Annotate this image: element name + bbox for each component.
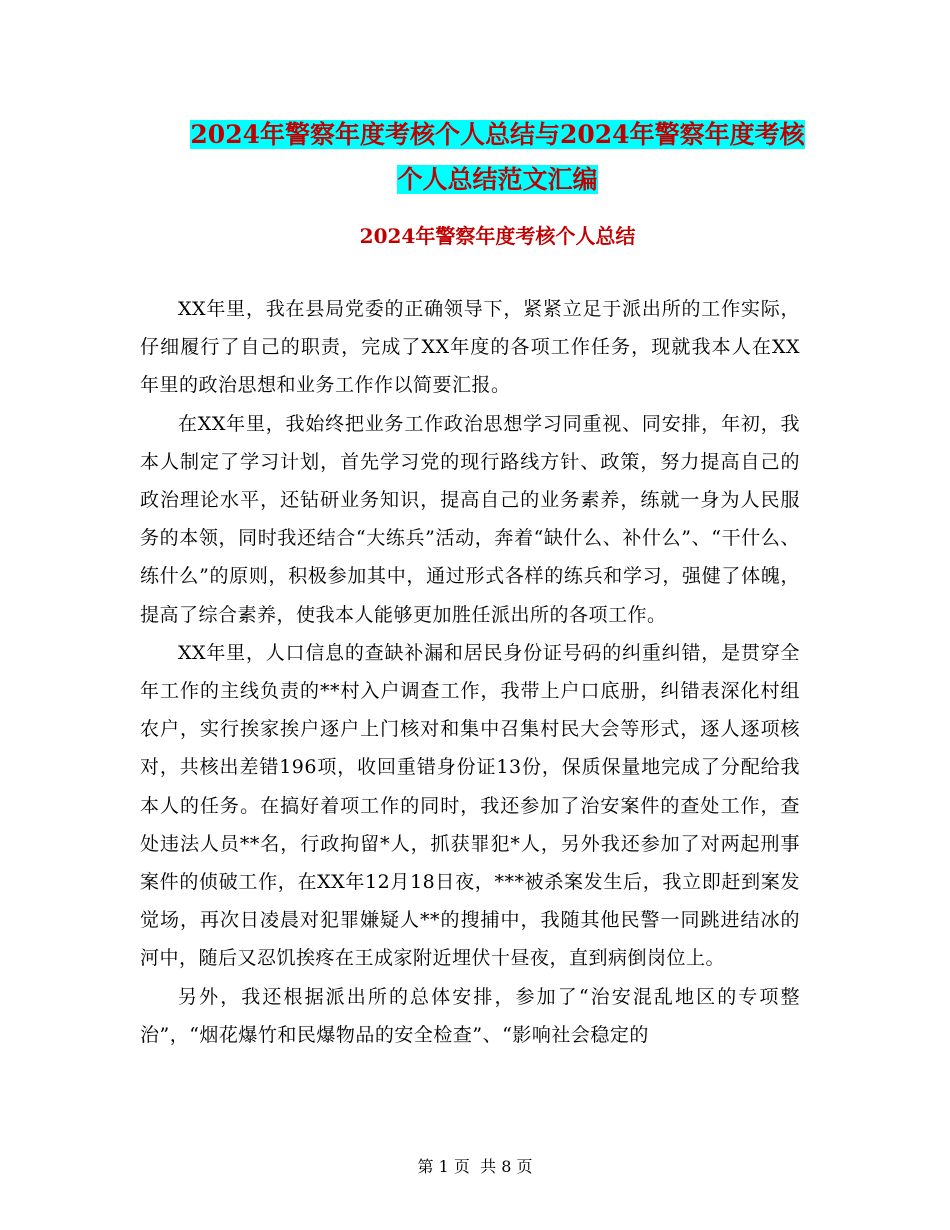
page-label-mid: 页 共 (453, 1157, 497, 1176)
section-title: 2024年警察年度考核个人总结 (359, 224, 636, 248)
current-page-number: 1 (438, 1157, 449, 1176)
paragraph: 在XX年里，我始终把业务工作政治思想学习同重视、同安排，年初，我本人制定了学习计划，首先学习党的现行路线方针、政策，努力提高自己的政治理论水平，还钻研业务知识，提高自己的业务素养，练就一身为人民服务的本领，同时我还结合“大练兵”活动，奔着“缺什么、补什么”、“干什么、练什么”的原则，积极参加其中，通过形式各样的练兵和学习，强健了体魄，提高了综合素养，使我本人能够更加胜任派出所的各项工作。 (140, 412, 800, 626)
page-label-prefix: 第 (417, 1157, 434, 1176)
paragraph: XX年里，我在县局党委的正确领导下，紧紧立足于派出所的工作实际，仔细履行了自己的职责，完成了XX年度的各项工作任务，现就我本人在XX年里的政治思想和业务工作作以简要汇报。 (140, 298, 800, 397)
document-body (140, 290, 800, 1054)
document-title-line2: 个人总结范文汇编 (397, 165, 598, 194)
paragraph: 另外，我还根据派出所的总体安排，参加了“治安混乱地区的专项整治”，“烟花爆竹和民爆物品的安全检查”、“影响社会稳定的 (140, 985, 800, 1046)
page-footer (0, 1155, 950, 1179)
total-pages-number: 8 (501, 1157, 512, 1176)
paragraph: XX年里，人口信息的查缺补漏和居民身份证号码的纠重纠错，是贯穿全年工作的主线负责的**村入户调查工作，我带上户口底册，纠错表深化村组农户，实行挨家挨户逐户上门核对和集中召集村民大会等形式，逐人逐项核对，共核出差错196项，收回重错身份证13份，保质保量地完成了分配给我本人的任务。在搞好着项工作的同时，我还参加了治安案件的查处工作，查处违法人员**名，行政拘留*人，抓获罪犯*人，另外我还参加了对两起刑事案件的侦破工作，在XX年12月18日夜，***被杀案发生后，我立即赶到案发觉场，再次日凌晨对犯罪嫌疑人**的搜捕中，我随其他民警一同跳进结冰的河中，随后又忍饥挨疼在王成家附近埋伏十昼夜，直到病倒岗位上。 (140, 641, 800, 970)
document-title-line1: 2024年警察年度考核个人总结与2024年警察年度考核 (190, 120, 805, 149)
document-title (140, 112, 855, 202)
page-label-suffix: 页 (516, 1157, 533, 1176)
